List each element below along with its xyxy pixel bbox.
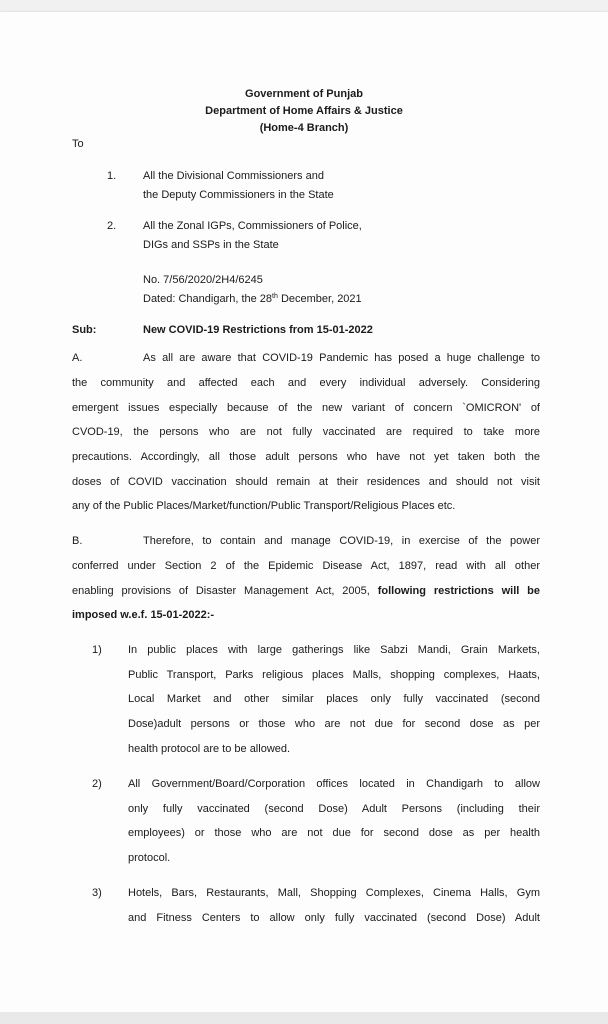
recipient-1-line-1: All the Divisional Commissioners and <box>143 170 324 182</box>
recipient-2-line-2: DIGs and SSPs in the State <box>143 239 279 251</box>
recipient-1-number: 1. <box>107 170 117 182</box>
para-a-first-line: As all are aware that COVID-19 Pandemic has posed a huge challenge to <box>143 352 540 364</box>
restriction-2-line: employees) or those who are not due for second dose as per health <box>128 827 540 840</box>
restriction-2-line: All Government/Board/Corporation offices located in Chandigarh to allow <box>128 778 540 790</box>
para-a-line: CVOD-19, the persons who are not fully vaccinated are required to take more <box>72 426 540 439</box>
restriction-1-line: In public places with large gatherings like Sabzi Mandi, Grain Markets, <box>128 644 540 656</box>
para-b-line-4: imposed w.e.f. 15-01-2022:- <box>72 609 215 622</box>
recipient-2-number: 2. <box>107 220 117 232</box>
para-a-line: doses of COVID vaccination should remain at their residences and should not visit <box>72 475 540 488</box>
para-b-first-line: Therefore, to contain and manage COVID-19, in exercise of the power <box>143 535 540 547</box>
para-a-line: precautions. Accordingly, all those adult persons who have not yet taken both the <box>72 451 540 464</box>
para-b-label: B. <box>72 535 83 547</box>
para-a-line: any of the Public Places/Market/function/Public Transport/Religious Places etc. <box>72 500 456 513</box>
date-suffix: December, 2021 <box>277 293 362 305</box>
header-government: Government of Punjab <box>245 88 363 100</box>
recipient-1-line-2: the Deputy Commissioners in the State <box>143 189 334 201</box>
para-a-line: emergent issues especially because of the new variant of concern `OMICRON' of <box>72 401 540 414</box>
restriction-1-text <box>128 638 540 761</box>
restriction-1-line: Local Market and other similar places only fully vaccinated (second <box>128 693 540 706</box>
recipient-2-line-1: All the Zonal IGPs, Commissioners of Police, <box>143 220 362 232</box>
restriction-3-line: and Fitness Centers to allow only fully vaccinated (second Dose) Adult <box>128 911 540 924</box>
to-label: To <box>72 138 84 150</box>
subject-text: New COVID-19 Restrictions from 15-01-2022 <box>143 324 373 336</box>
date-superscript: th <box>272 293 278 300</box>
restriction-1-number: 1) <box>92 644 102 656</box>
para-b-line-3 <box>72 579 540 604</box>
restriction-2-number: 2) <box>92 778 102 790</box>
restriction-3-number: 3) <box>92 887 102 899</box>
page-gap <box>0 1012 608 1024</box>
restriction-3-line: Hotels, Bars, Restaurants, Mall, Shopping Complexes, Cinema Halls, Gym <box>128 887 540 899</box>
restriction-2-text <box>128 772 540 871</box>
para-a-body <box>72 371 540 519</box>
restriction-1-line: Dose)adult persons or those who are not due for second dose as per <box>128 718 540 731</box>
restriction-2-line: only fully vaccinated (second Dose) Adult Persons (including their <box>128 802 540 815</box>
para-a-label: A. <box>72 352 83 364</box>
restriction-1-line: health protocol are to be allowed. <box>128 742 291 755</box>
subject-label: Sub: <box>72 324 97 336</box>
restriction-3-text <box>128 881 540 930</box>
para-b-line-3-normal: enabling provisions of Disaster Management Act, 2005, <box>72 584 378 597</box>
reference-date <box>143 293 362 305</box>
restriction-1-line: Public Transport, Parks religious places Malls, shopping complexes, Haats, <box>128 668 540 681</box>
header-branch: (Home-4 Branch) <box>259 122 349 134</box>
para-b-line-3-bold: following restrictions will be <box>377 584 541 597</box>
date-prefix: Dated: Chandigarh, the 28 <box>143 293 273 305</box>
para-b-line: conferred under Section 2 of the Epidemic Disease Act, 1897, read with all other <box>72 560 540 572</box>
reference-number: No. 7/56/2020/2H4/6245 <box>143 274 263 286</box>
header-department: Department of Home Affairs & Justice <box>205 105 403 117</box>
para-a-line: the community and affected each and every individual adversely. Considering <box>72 377 540 389</box>
document-page <box>0 12 608 1012</box>
restriction-2-line: protocol. <box>128 852 171 865</box>
para-b-body <box>72 554 540 628</box>
